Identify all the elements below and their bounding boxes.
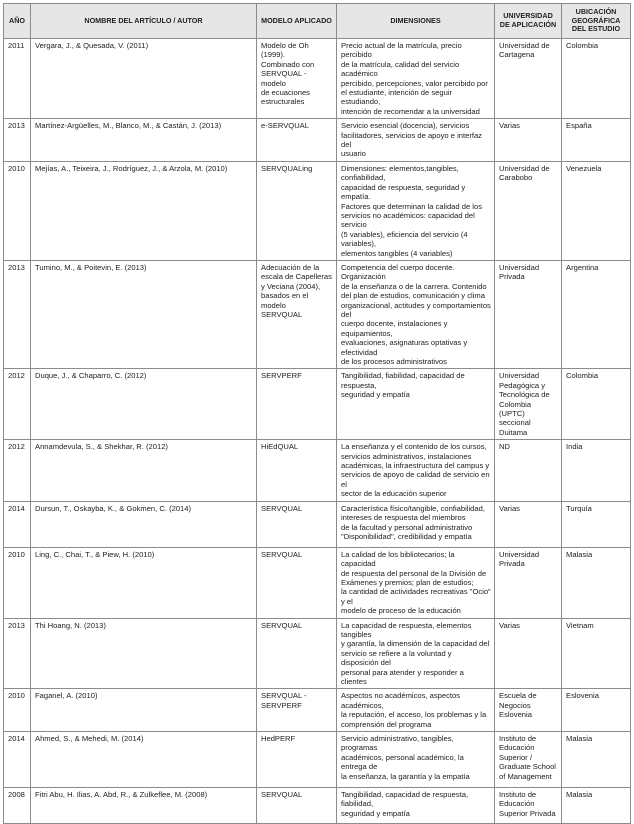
cell-location: Venezuela bbox=[562, 161, 631, 260]
cell-year: 2014 bbox=[4, 501, 31, 547]
cell-model: SERVQUAL bbox=[257, 618, 337, 689]
table-header bbox=[4, 4, 631, 39]
table-row bbox=[4, 440, 631, 501]
table-row bbox=[4, 732, 631, 788]
cell-year: 2012 bbox=[4, 440, 31, 501]
cell-university: Universidad de Cartagena bbox=[495, 39, 562, 119]
cell-dimensions: Tangibilidad, capacidad de respuesta, fiabilidad, seguridad y empatía bbox=[337, 788, 495, 824]
cell-model: Adecuación de la escala de Capelleras y Veciana (2004), basados en el modelo SERVQUAL bbox=[257, 260, 337, 368]
cell-location: Eslovenia bbox=[562, 689, 631, 732]
cell-dimensions: Dimensiones: elementos,tangibles, confiabilidad, capacidad de respuesta, seguridad y empatía. Factores que determinan la calidad de los servicios no académicos: capacidad del servicio (5 variables), eficiencia del servicio (4 variables), elementos tangibles (4 variables) bbox=[337, 161, 495, 260]
cell-year: 2013 bbox=[4, 618, 31, 689]
cell-model: SERVPERF bbox=[257, 369, 337, 440]
cell-university: Universidad de Carabobo bbox=[495, 161, 562, 260]
cell-year: 2013 bbox=[4, 260, 31, 368]
cell-model: Modelo de Oh (1999). Combinado con SERVQUAL - modelo de ecuaciones estructurales bbox=[257, 39, 337, 119]
cell-model: HedPERF bbox=[257, 732, 337, 788]
cell-university: Instituto de Educación Superior / Graduate School of Management bbox=[495, 732, 562, 788]
cell-year: 2008 bbox=[4, 788, 31, 824]
cell-location: Malasia bbox=[562, 788, 631, 824]
cell-university: Universidad Privada bbox=[495, 260, 562, 368]
cell-dimensions: Servicio esencial (docencia), servicios facilitadores, servicios de apoyo e interfaz del usuario bbox=[337, 119, 495, 162]
cell-dimensions: Aspectos no académicos, aspectos académicos, la reputación, el acceso, los problemas y la comprensión del programa bbox=[337, 689, 495, 732]
studies-table bbox=[3, 3, 631, 824]
cell-dimensions: Característica físico/tangible, confiabilidad, intereses de respuesta del miembros de la facultad y personal administrativo "Disponibilidad", credibilidad y empatía bbox=[337, 501, 495, 547]
cell-model: SERVQUAL - SERVPERF bbox=[257, 689, 337, 732]
cell-university: Varias bbox=[495, 119, 562, 162]
cell-author: Mejías, A., Teixeira, J., Rodríguez, J., & Arzola, M. (2010) bbox=[31, 161, 257, 260]
cell-dimensions: La calidad de los bibliotecarios; la capacidad de respuesta del personal de la División de Exámenes y premios; plan de estudios; la cantidad de actividades recreativas "Ocio" y el modelo de proceso de la educación bbox=[337, 547, 495, 618]
cell-location: Colombia bbox=[562, 369, 631, 440]
cell-university: ND bbox=[495, 440, 562, 501]
header-dimensions: DIMENSIONES bbox=[337, 4, 495, 39]
table-row bbox=[4, 161, 631, 260]
cell-location: Turquía bbox=[562, 501, 631, 547]
table-row bbox=[4, 689, 631, 732]
cell-author: Dursun, T., Oskayba, K., & Gokmen, C. (2014) bbox=[31, 501, 257, 547]
table-body bbox=[4, 39, 631, 824]
cell-year: 2012 bbox=[4, 369, 31, 440]
cell-model: SERVQUALing bbox=[257, 161, 337, 260]
cell-location: Vietnam bbox=[562, 618, 631, 689]
cell-dimensions: Tangibilidad, fiabilidad, capacidad de respuesta, seguridad y empatía bbox=[337, 369, 495, 440]
header-row bbox=[4, 4, 631, 39]
cell-author: Annamdevula, S., & Shekhar, R. (2012) bbox=[31, 440, 257, 501]
cell-location: Malasia bbox=[562, 547, 631, 618]
header-year: AÑO bbox=[4, 4, 31, 39]
cell-author: Faganel, A. (2010) bbox=[31, 689, 257, 732]
cell-model: e-SERVQUAL bbox=[257, 119, 337, 162]
cell-year: 2014 bbox=[4, 732, 31, 788]
cell-author: Fitri Abu, H. Ilias, A. Abd, R., & Zulkeflee, M. (2008) bbox=[31, 788, 257, 824]
cell-model: SERVQUAL bbox=[257, 547, 337, 618]
cell-dimensions: Servicio administrativo, tangibles, programas académicos, personal académico, la entrega de la enseñanza, la garantía y la empatía bbox=[337, 732, 495, 788]
cell-year: 2010 bbox=[4, 689, 31, 732]
header-author: NOMBRE DEL ARTÍCULO / AUTOR bbox=[31, 4, 257, 39]
header-model: MODELO APLICADO bbox=[257, 4, 337, 39]
cell-location: España bbox=[562, 119, 631, 162]
cell-dimensions: La enseñanza y el contenido de los cursos, servicios administrativos, instalaciones académicas, la infraestructura del campus y servicios de apoyo de calidad de servicio en el sector de la educación superior bbox=[337, 440, 495, 501]
table-row bbox=[4, 369, 631, 440]
cell-university: Escuela de Negocios Eslovenia bbox=[495, 689, 562, 732]
cell-model: SERVQUAL bbox=[257, 788, 337, 824]
cell-university: Varias bbox=[495, 501, 562, 547]
table-row bbox=[4, 39, 631, 119]
table-row bbox=[4, 788, 631, 824]
cell-author: Ling, C., Chai, T., & Piew, H. (2010) bbox=[31, 547, 257, 618]
cell-author: Ahmed, S., & Mehedi, M. (2014) bbox=[31, 732, 257, 788]
cell-year: 2010 bbox=[4, 161, 31, 260]
cell-model: SERVQUAL bbox=[257, 501, 337, 547]
cell-year: 2011 bbox=[4, 39, 31, 119]
header-university: UNIVERSIDAD DE APLICACIÓN bbox=[495, 4, 562, 39]
header-location: UBICACIÓN GEOGRÁFICA DEL ESTUDIO bbox=[562, 4, 631, 39]
cell-university: Universidad Privada bbox=[495, 547, 562, 618]
cell-year: 2013 bbox=[4, 119, 31, 162]
cell-model: HiEdQUAL bbox=[257, 440, 337, 501]
cell-author: Vergara, J., & Quesada, V. (2011) bbox=[31, 39, 257, 119]
table-row bbox=[4, 119, 631, 162]
table-row bbox=[4, 618, 631, 689]
cell-dimensions: Precio actual de la matrícula, precio percibido de la matrícula, calidad del servicio académico percibido, percepciones, valor percibido por el estudiante, intención de seguir estudiando, intención de recomendar a la universidad bbox=[337, 39, 495, 119]
cell-author: Tumino, M., & Poitevin, E. (2013) bbox=[31, 260, 257, 368]
cell-location: India bbox=[562, 440, 631, 501]
cell-location: Argentina bbox=[562, 260, 631, 368]
cell-dimensions: La capacidad de respuesta, elementos tangibles y garantía, la dimensión de la capacidad del servicio se refiere a la voluntad y disposición del personal para atender y responder a clientes bbox=[337, 618, 495, 689]
cell-location: Malasia bbox=[562, 732, 631, 788]
cell-author: Martínez-Argüelles, M., Blanco, M., & Castán, J. (2013) bbox=[31, 119, 257, 162]
cell-dimensions: Competencia del cuerpo docente. Organización de la enseñanza o de la carrera. Contenido del plan de estudios, comunicación y clima organizacional, actitudes y comportamientos del cuerpo docente, instalaciones y equipamientos, evaluaciones, asignaturas optativas y efectividad de los procesos administrativos bbox=[337, 260, 495, 368]
table-row bbox=[4, 501, 631, 547]
cell-author: Duque, J., & Chaparro, C. (2012) bbox=[31, 369, 257, 440]
cell-location: Colombia bbox=[562, 39, 631, 119]
cell-university: Instituto de Educación Superior Privada bbox=[495, 788, 562, 824]
cell-university: Universidad Pedagógica y Tecnológica de Colombia (UPTC) seccional Duitama bbox=[495, 369, 562, 440]
table-row bbox=[4, 547, 631, 618]
cell-author: Thi Hoang, N. (2013) bbox=[31, 618, 257, 689]
cell-year: 2010 bbox=[4, 547, 31, 618]
cell-university: Varias bbox=[495, 618, 562, 689]
table-row bbox=[4, 260, 631, 368]
